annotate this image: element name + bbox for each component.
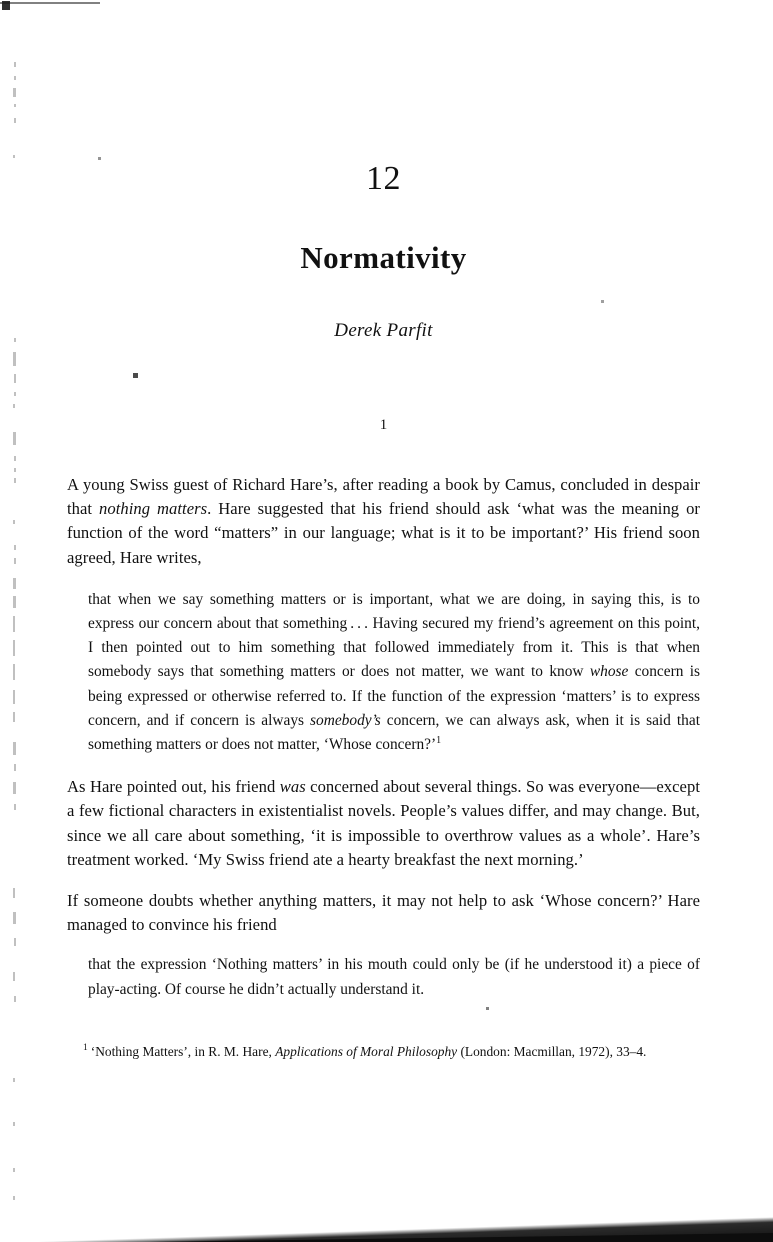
paragraph-2 <box>67 775 700 872</box>
block-quote-2: that the expression ‘Nothing matters’ in his mouth could only be (if he understood it) a piece of play-acting. Of course he didn’t actually understand it. <box>88 956 700 998</box>
block-quote-1 <box>67 588 700 757</box>
paragraph-1-text-b: . Hare suggested that his friend should ask ‘what was the meaning or function of the word “matters” in our language; what is it to be important?’ His friend soon agreed, Hare writes, <box>67 499 701 567</box>
footnotes-section <box>67 1042 700 1061</box>
block-quote-1-text-c: concern, we can always ask, when it is said that something matters or does not matter, ‘Whose concern?’ <box>88 711 700 754</box>
page-text-column <box>67 0 700 1061</box>
paragraph-2-text-b: concerned about several things. So was everyone—except a few fictional characters in existentialist novels. People’s values differ, and may change. But, since we all care about something, ‘it is impossible to overthrow values as a whole’. Hare’s treatment worked. ‘My Swiss friend ate a hearty breakfast the next morning.’ <box>67 777 700 869</box>
scan-bottom-page-edge <box>0 1216 773 1242</box>
footnote-1-text-a: ‘Nothing Matters’, in R. M. Hare, <box>90 1043 276 1059</box>
paragraph-1 <box>67 473 700 570</box>
paragraph-3: If someone doubts whether anything matters, it may not help to ask ‘Whose concern?’ Hare managed to convince his friend <box>67 891 700 935</box>
page-title: Normativity <box>300 240 467 275</box>
footnote-reference-1[interactable]: 1 <box>436 734 442 746</box>
block-quote-1-text-a: that when we say something matters or is important, what we are doing, in saying this, is to express our concern about that something . . . Having secured my friend’s agreement on this point, I then pointed out to him something that followed immediately from it. This is that when somebody says that something matters or does not matter, we want to know <box>88 590 700 681</box>
section-number: 1 <box>379 417 388 433</box>
block-quote-1-text-b: concern is being expressed or otherwise referred to. If the function of the expression ‘matters’ is to express concern, and if concern is always <box>88 663 700 729</box>
block-quote-1-emphasis-somebodys: somebody’s <box>310 711 381 729</box>
author-byline: Derek Parfit <box>334 320 433 341</box>
scan-left-edge-marks <box>0 0 22 1242</box>
footnote-1 <box>67 1042 700 1061</box>
paragraph-1-text-a: A young Swiss guest of Richard Hare’s, after reading a book by Camus, concluded in despair that <box>67 475 700 519</box>
chapter-number: 12 <box>366 160 401 197</box>
paragraph-2-emphasis: was <box>279 777 306 797</box>
footnote-1-book-title: Applications of Moral Philosophy <box>275 1043 458 1059</box>
footnote-1-marker: 1 <box>83 1043 88 1054</box>
paragraph-1-emphasis: nothing matters <box>99 499 208 519</box>
paragraph-2-text-a: As Hare pointed out, his friend <box>67 777 280 797</box>
footnote-1-text-b: (London: Macmillan, 1972), 33–4. <box>457 1043 647 1059</box>
block-quote-1-emphasis-whose: whose <box>589 663 629 681</box>
